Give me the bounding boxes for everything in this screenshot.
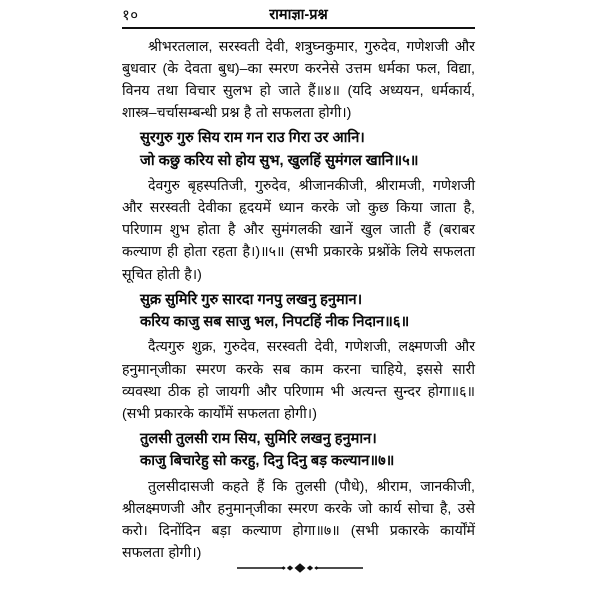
- diamond-rule-icon: [235, 562, 365, 574]
- paragraph-commentary-5: देवगुरु बृहस्पतिजी, गुरुदेव, श्रीजानकीजी, श्रीरामजी, गणेशजी और सरस्वती देवीका हृदयमें ध्यान करके जो कुछ किया जाता है, परिणाम शुभ होता है और सुमंगलकी खानें खुल जाती हैं (बराबर कल्याण ही होता रहता है।)॥५॥ (सभी प्रकारके प्रश्नोंके लिये सफलता सूचित होती है।): [122, 178, 475, 283]
- verse-line: काजु बिचारेहु सो करहु, दिनु दिनु बड़ कल्यान॥७॥: [140, 453, 395, 470]
- verse-line: जो कछु करिय सो होय सुभ, खुलहिं सुमंगल खानि॥५॥: [140, 152, 419, 169]
- verse-line: सुक्र सुमिरि गुरु सारदा गनपु लखनु हनुमान।: [140, 291, 363, 308]
- text-column: [122, 36, 475, 564]
- verse-line: सुरगुरु गुरु सिय राम गन राउ गिरा उर आनि।: [140, 130, 365, 147]
- running-title: रामाज्ञा-प्रश्न: [269, 7, 328, 23]
- verse-line: करिय काजु सब साजु भल, निपटहिं नीक निदान॥६॥: [140, 314, 410, 331]
- verse-line: तुलसी तुलसी राम सिय, सुमिरि लखनु हनुमान।: [140, 430, 377, 447]
- running-head: [122, 6, 475, 28]
- page-number: १०: [122, 7, 139, 24]
- verse-doha-5: [122, 127, 475, 172]
- paragraph-commentary-4: श्रीभरतलाल, सरस्वती देवी, शत्रुघ्नकुमार, गुरुदेव, गणेशजी और बुधवार (के देवता बुध)–का स्मरण करनेसे उत्तम धर्मका फल, विद्या, विनय तथा विचार सुलभ हो जाते हैं॥४॥ (यदि अध्ययन, धर्मकार्य, शास्त्र–चर्चासम्बन्धी प्रश्न है तो सफलता होगी।): [122, 39, 475, 122]
- verse-doha-6: [122, 289, 475, 334]
- paragraph-commentary-7: तुलसीदासजी कहते हैं कि तुलसी (पौधे), श्रीराम, जानकीजी, श्रीलक्ष्मणजी और हनुमान्‌जीका स्मरण करके जो कार्य सोचा है, उसे करो। दिनोंदिन बड़ा कल्याण होगा॥७॥ (सभी प्रकारके कार्योंमें सफलता होगी।): [122, 478, 475, 561]
- tail-ornament: [0, 562, 600, 574]
- paragraph-commentary-6: दैत्यगुरु शुक्र, गुरुदेव, सरस्वती देवी, गणेशजी, लक्ष्मणजी और हनुमान्‌जीका स्मरण करके सब काम करना चाहिये, इससे सारी व्यवस्था ठीक हो जायगी और परिणाम भी अत्यन्त सुन्दर होगा॥६॥ (सभी प्रकारके कार्योंमें सफलता होगी।): [122, 339, 475, 422]
- header-rule: [122, 27, 475, 29]
- verse-doha-7: [122, 428, 475, 473]
